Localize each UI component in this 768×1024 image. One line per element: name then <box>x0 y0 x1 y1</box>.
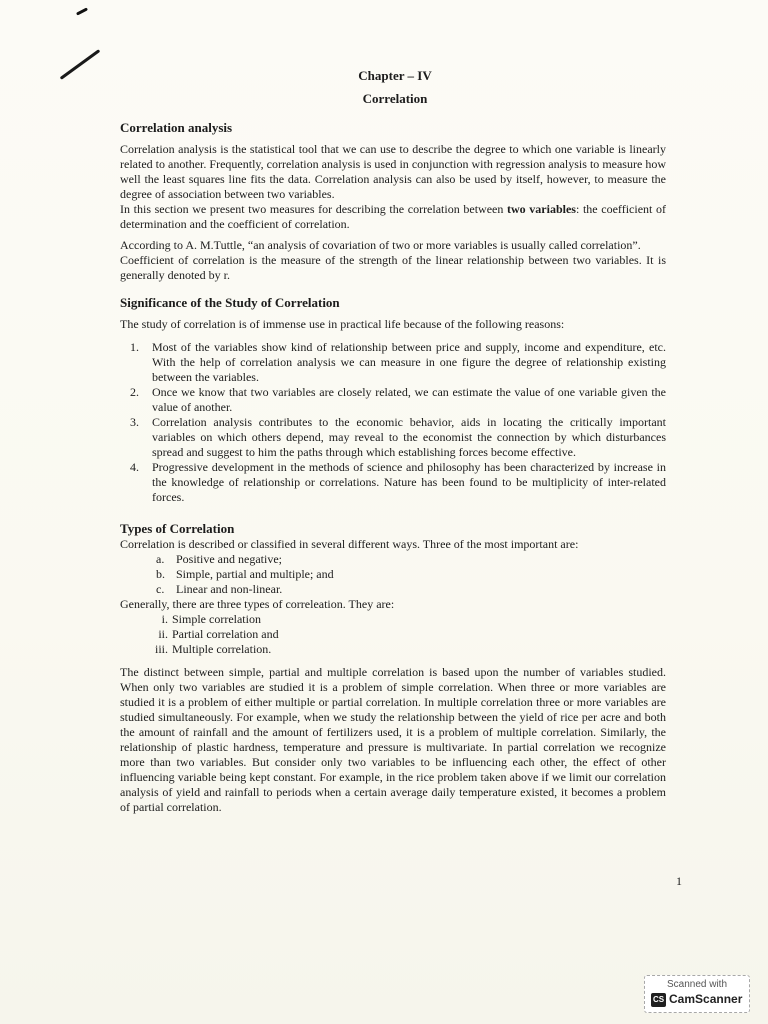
section-heading: Correlation analysis <box>120 120 233 135</box>
list-item: i. Simple correlation <box>161 612 261 626</box>
list-item: ii. Partial correlation and <box>158 627 279 641</box>
numbered-list <box>120 340 666 505</box>
lettered-list <box>120 552 666 597</box>
watermark-caption: Scanned with <box>666 979 728 990</box>
paragraph: According to A. M.Tuttle, “an analysis of covariation of two or more variables is usually called correlation”. <box>120 238 641 252</box>
paragraph: Correlation is described or classified in several different ways. Three of the most important are: <box>120 537 579 551</box>
list-item: b. Simple, partial and multiple; and <box>156 567 334 581</box>
paragraph: In this section we present two measures for describing the correlation between two variables: the coefficient of determination and the coefficient of correlation. <box>120 202 667 231</box>
document-body <box>120 120 666 815</box>
paragraph: Generally, there are three types of correleation. They are: <box>120 597 395 611</box>
camscanner-logo-icon: CS <box>651 993 666 1007</box>
paragraph: Coefficient of correlation is the measure of the strength of the linear relationship between two variables. It is generally denoted by r. <box>120 253 666 282</box>
list-item: c. Linear and non-linear. <box>156 582 283 596</box>
roman-list <box>120 612 666 657</box>
chapter-title: Correlation <box>362 91 428 106</box>
watermark-brand: CamScanner <box>669 992 743 1006</box>
pen-mark <box>76 7 88 15</box>
list-item: 2. Once we know that two variables are closely related, we can estimate the value of one variable given the value of another. <box>130 385 666 414</box>
section-heading: Types of Correlation <box>120 521 235 536</box>
list-item: a. Positive and negative; <box>156 552 282 566</box>
paragraph: The study of correlation is of immense use in practical life because of the following reasons: <box>120 317 565 331</box>
chapter-number: Chapter – IV <box>358 68 432 83</box>
section-heading: Significance of the Study of Correlation <box>120 295 340 310</box>
list-item: 3. Correlation analysis contributes to the economic behavior, aids in locating the critically important variables on which others depend, may reveal to the economist the connection by which disturbances spread and suggest to him the paths through which establishing forces become effective. <box>130 415 666 459</box>
camscanner-watermark <box>644 975 750 1013</box>
list-item: 1. Most of the variables show kind of relationship between price and supply, income and expenditure, etc. With the help of correlation analysis we can measure in one figure the degree of relationship existing between the variables. <box>130 340 666 384</box>
list-item: iii. Multiple correlation. <box>154 642 272 656</box>
paragraph: The distinct between simple, partial and multiple correlation is based upon the number of variables studied. When only two variables are studied it is a problem of simple correlation. When three or more variables are studied it is a problem of either multiple or partial correlation. In multiple correlation three or more variables are studied simultaneously. For example, when we study the relationship between the yield of rice per acre and both the amount of rainfall and the amount of fertilizers used, it is a problem of multiple correlation. Similarly, the relationship of plastic hardness, temperature and pressure is multivariate. In partial correlation we recognize more than two variables. But consider only two variables to be influencing each other, the effect of other influencing variable being kept constant. For example, in the rice problem taken above if we limit our correlation analysis of yield and rainfall to periods when a certain average daily temperature existed, it becomes a problem of partial correlation. <box>120 665 666 814</box>
page-number: 1 <box>676 874 682 888</box>
paragraph: Correlation analysis is the statistical tool that we can use to describe the degree to which one variable is linearly related to another. Frequently, correlation analysis is used in conjunction with regression analysis to measure how well the least squares line fits the data. Correlation analysis can also be used by itself, however, to measure the degree of association between two variables. <box>120 142 666 201</box>
list-item: 4. Progressive development in the methods of science and philosophy has been characterized by increase in the knowledge of relationship or correlations. Nature has been found to be multiplicity of inter-related forces. <box>130 460 666 504</box>
